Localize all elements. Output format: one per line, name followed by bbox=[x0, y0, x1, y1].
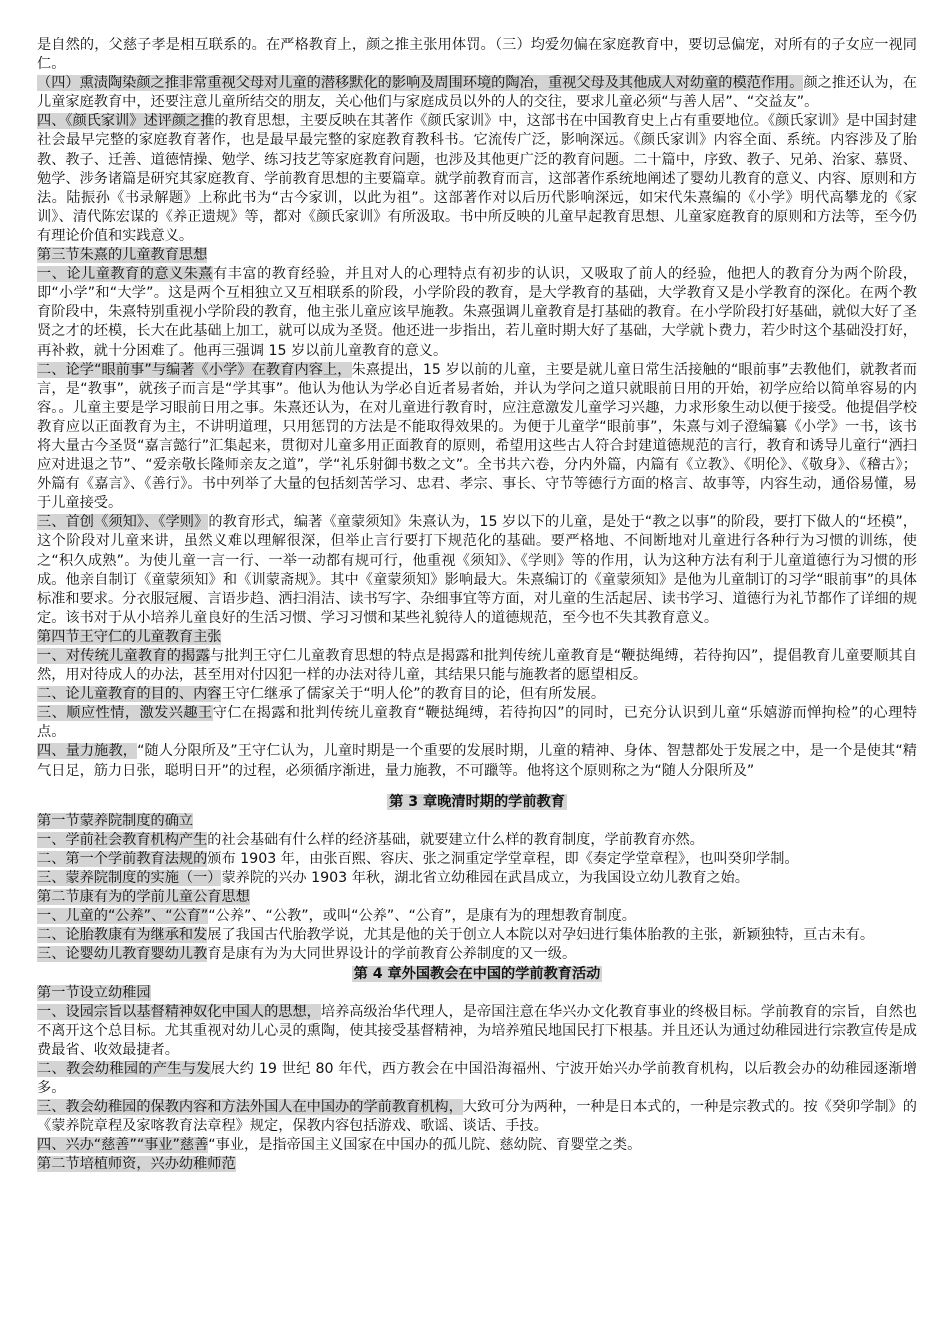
highlighted-heading-text: 第二节康有为的学前儿童公育思想 bbox=[37, 889, 250, 906]
body-text: “事业，是指帝国主义国家在中国办的孤儿院、慈幼院、育婴堂之类。 bbox=[208, 1137, 642, 1154]
body-text: 颜之推还认为，在儿童家庭教育中，还要注意儿童所结交的朋友，关心他们与家庭成员以外的人的交往，要求儿童必须“与善人居”、“交益友”。 bbox=[37, 75, 917, 111]
highlighted-heading-text: 第 4 章外国教会在中国的学前教育活动 bbox=[353, 965, 601, 982]
body-text: 的教育思想，主要反映在其著作《颜氏家训》中，这部书在中国教育史上占有重要地位。《颜氏家训》是中国封建社会最早完整的家庭教育著作，也是最早最完整的家庭教育教科书。它流传广泛，影响深远。《颜氏家训》内容全面、系统。内容涉及了胎教、教子、迁善、道德情操、勉学、练习技艺等家庭教育问题，也涉及其他更广泛的教育问题。二十篇中，序致、教子、兄弟、治家、慕贤、勉学、涉务诸篇是研究其家庭教育、学前教育思想的主要篇章。就学前教育而言，这部著作系统地阐述了婴幼儿教育的意义、内容、原则和方法。陆振孙《书录解题》上称此书为“古今家训，以此为祖”。这部著作对以后历代影响深远，如宋代朱熹编的《小学》明代高攀龙的《家训》、清代陈宏谋的《养正遗规》等，都对《颜氏家训》有所汲取。书中所反映的儿童早起教育思想、儿童家庭教育的原则和方法等，至今仍有理论价值和实践意义。 bbox=[37, 113, 917, 244]
highlighted-heading-text: 三、首创《须知》、《学则》 bbox=[37, 514, 209, 531]
body-text: “随人分限所及”王守仁认为，儿童时期是一个重要的发展时期，儿童的精神、身体、智慧都处于发展之中，是一个是使其“精气日足，筋力日张，聪明日开”的过程，必须循序渐进，量力施教，不可躐等。他将这个原则称之为“随人分限所及” bbox=[37, 743, 917, 779]
highlighted-heading-text: 二、第一个学前教育法规的 bbox=[37, 850, 208, 867]
paragraph bbox=[37, 74, 917, 112]
paragraph bbox=[37, 869, 917, 888]
body-text: 的教育形式，编著《童蒙须知》朱熹认为，15 岁以下的儿童，是处于“教之以事”的阶段，要打下做人的“坯模”，这个阶段对儿童来讲，虽然义难以理解很深，但举止言行要打下规范化的基础。要严格地、不间断地对儿童进行各种行为习惯的训练，使之“积久成熟”。为使儿童一言一行、一举一动都有规可行，他重视《须知》、《学则》等的作用，认为这种方法有利于儿童道德行为习惯的形成。他亲自制订《童蒙须知》和《训蒙斋规》。其中《童蒙须知》影响最大。朱熹编订的《童蒙须知》是他为儿童制订的习学“眼前事”的具体标准和要求。分衣服冠履、言语步趋、洒扫涓洁、读书写字、杂细事宜等方面，对儿童的生活起居、读书学习、道德行为礼节都作了详细的规定。该书对于从小培养儿童良好的生活习惯、学习习惯和某些礼貌待人的道德规范，至今也不失其教育意义。 bbox=[37, 514, 917, 626]
highlighted-heading-text: 第四节王守仁的儿童教育主张 bbox=[37, 628, 222, 645]
section-heading bbox=[37, 628, 917, 647]
highlighted-heading-text: 二、论学“眼前事”与编著《小学》在教育内容上， bbox=[37, 361, 352, 378]
body-text: 朱熹提出，15 岁以前的儿童，主要是就儿童日常生活接触的“眼前事”去教他们，就教者而言，是“教事”，就孩子而言是“学其事”。他认为他认为学必自近者易者始，并认为学问之道只就眼前日用的开始，初学应给以简单容易的内容。。儿童主要是学习眼前日用之事。朱熹还认为，在对儿童进行教育时，应注意激发儿童学习兴趣，力求形象生动以便于接受。他提倡学校教育应以正面教育为主，不讲明道理，只用惩罚的方法是不能取得效果的。为便于儿童学“眼前事”，朱熹与刘子澄编纂《小学》一书，该书将大量古今圣贤“嘉言懿行”汇集起来，贯彻对儿童多用正面教育的原则，希望用这些古人符合封建道德规范的言行，教育和诱导儿童行“洒扫应对进退之节”、“爱亲敬长隆师亲友之道”，学“礼乐射御书数之文”。全书共六卷，分内外篇，内篇有《立教》、《明伦》、《敬身》、《稽古》；外篇有《嘉言》、《善行》。书中列举了大量的包括刻苦学习、忠君、孝宗、事长、守节等德行方面的格言、故事等，内容生动，通俗易懂，易于儿童接受。 bbox=[37, 361, 917, 512]
body-text: 展了我国古代胎教学说，尤其是他的关于创立人本院以对孕妇进行集体胎教的主张，新颖独特，亘古未有。 bbox=[207, 927, 875, 944]
highlighted-heading-text: 二、论胎教康有为继承和发 bbox=[37, 927, 208, 944]
paragraph bbox=[37, 513, 917, 628]
paragraph bbox=[37, 1003, 917, 1060]
paragraph bbox=[37, 36, 917, 74]
section-heading bbox=[37, 246, 917, 265]
body-text: 守仁在揭露和批判传统儿童教育“鞭挞绳缚，若待拘囚”的同时，已充分认识到儿童“乐嬉游而惮拘检”的心理特点。 bbox=[37, 705, 917, 741]
body-text: 育是康有为为大同世界设计的学前教育公养制度的又一级。 bbox=[207, 946, 577, 963]
highlighted-heading-text: 一、论儿童教育的意义朱熹 bbox=[37, 266, 214, 283]
paragraph bbox=[37, 742, 917, 780]
highlighted-heading-text: 第一节设立幼稚园 bbox=[37, 984, 151, 1001]
body-text: 是自然的，父慈子孝是相互联系的。在严格教育上，颜之推主张用体罚。（三）均爱勿偏在家庭教育中，要切忌偏宠，对所有的子女应一视同仁。 bbox=[37, 37, 917, 73]
highlighted-heading-text: 四、兴办“慈善”“事业”慈善 bbox=[37, 1137, 209, 1154]
paragraph bbox=[37, 907, 917, 926]
chapter-heading bbox=[37, 793, 917, 812]
body-text: 展大约 19 世纪 80 年代，西方教会在中国沿海福州、宁波开始兴办学前教育机构，以后教会办的幼稚园逐渐增多。 bbox=[37, 1060, 917, 1097]
highlighted-heading-text: 一、儿童的“公养”、“公育” bbox=[37, 908, 209, 925]
paragraph bbox=[37, 1060, 917, 1098]
body-text: 有丰富的教育经验，并且对人的心理特点有初步的认识，又吸取了前人的经验，他把人的教育分为两个阶段，即“小学”和“大学”。这是两个互相独立又互相联系的阶段，小学阶段的教育，是大学教育的基础，大学教育又是小学教育的深化。在两个教育阶段中，朱熹特别重视小学阶段的教育，他主张儿童应该早施教。朱熹强调儿童教育是打基础的教育。在小学阶段打好基础，就似大好了圣贤之才的坯模，长大在此基础上加工，就可以成为圣贤。他还进一步指出，若儿童时期大好了基础，大学就卜费力，若少时这个基础没打好，再补救，就十分困难了。他再三强调 15 岁以前儿童教育的意义。 bbox=[37, 266, 917, 359]
paragraph bbox=[37, 647, 917, 685]
body-text: 王守仁继承了儒家关于“明人伦”的教育目的论，但有所发展。 bbox=[221, 686, 606, 703]
body-text: “公养”、“公教”，或叫“公养”、“公育”，是康有为的理想教育制度。 bbox=[208, 908, 636, 925]
chapter-heading bbox=[37, 965, 917, 984]
section-heading bbox=[37, 984, 917, 1003]
section-heading bbox=[37, 1155, 917, 1174]
section-heading bbox=[37, 812, 917, 831]
paragraph bbox=[37, 361, 917, 514]
body-text: 与批判王守仁儿童教育思想的特点是揭露和批判传统儿童教育是“鞭挞绳缚，若待拘囚”，提倡教育儿童要顺其自然，用对待成人的办法，甚至用对付囚犯一样的办法对待儿童，其结果只能与施教者的愿望相反。 bbox=[37, 648, 917, 684]
paragraph bbox=[37, 831, 917, 850]
highlighted-heading-text: 第一节蒙养院制度的确立 bbox=[37, 812, 194, 829]
highlighted-heading-text: 三、顺应性情，激发兴趣王 bbox=[37, 705, 213, 722]
body-text: 颁布 1903 年，由张百熙、容庆、张之洞重定学堂章程，即《奏定学堂章程》，也叫癸卯学制。 bbox=[207, 850, 799, 867]
body-text: 培养高级治华代理人，是帝国注意在华兴办文化教育事业的终极目标。学前教育的宗旨，自然也不离开这个总目标。尤其重视对幼儿心灵的熏陶，使其接受基督精神，为培养殖民地国民打下根基。并且还认为通过幼稚园进行宗教宣传是成费最省、收效最捷者。 bbox=[37, 1003, 917, 1058]
highlighted-heading-text: 第二节培植师资，兴办幼稚师范 bbox=[37, 1156, 236, 1173]
spacer bbox=[37, 781, 917, 793]
body-text: 的社会基础有什么样的经济基础，就要建立什么样的教育制度，学前教育亦然。 bbox=[207, 831, 704, 848]
highlighted-heading-text: 四、《颜氏家训》述评颜之推 bbox=[37, 113, 215, 130]
paragraph bbox=[37, 945, 917, 964]
highlighted-heading-text: 第三节朱熹的儿童教育思想 bbox=[37, 247, 208, 264]
highlighted-heading-text: 三、教会幼稚园的保教内容和方法外国人在中国办的学前教育机构， bbox=[37, 1099, 463, 1116]
highlighted-heading-text: 一、设园宗旨以基督精神奴化中国人的思想， bbox=[37, 1003, 321, 1020]
paragraph bbox=[37, 704, 917, 742]
highlighted-heading-text: 二、论儿童教育的目的、内容 bbox=[37, 686, 222, 703]
highlighted-heading-text: 第 3 章晚清时期的学前教育 bbox=[389, 793, 565, 810]
paragraph bbox=[37, 685, 917, 704]
highlighted-heading-text: 三、蒙养院制度的实施（一） bbox=[37, 870, 222, 887]
highlighted-heading-text: 一、对传统儿童教育的揭露 bbox=[37, 648, 211, 664]
highlighted-heading-text: （四）熏渍陶染颜之推非常重视父母对儿童的潜移默化的影响及周围环境的陶冶，重视父母及其他成人对幼童的模范作用。 bbox=[37, 75, 804, 92]
highlighted-heading-text: 三、论婴幼儿教育婴幼儿教 bbox=[37, 946, 208, 963]
highlighted-heading-text: 二、教会幼稚园的产生与发 bbox=[37, 1060, 211, 1077]
paragraph bbox=[37, 1098, 917, 1136]
highlighted-heading-text: 四、量力施教， bbox=[37, 743, 138, 760]
paragraph bbox=[37, 265, 917, 360]
paragraph bbox=[37, 926, 917, 945]
section-heading bbox=[37, 888, 917, 907]
document-body bbox=[37, 36, 917, 1175]
body-text: 大致可分为两种，一种是日本式的，一种是宗教式的。按《癸卯学制》的《蒙养院章程及家喀教育法章程》规定，保教内容包括游戏、歌谣、谈话、手技。 bbox=[37, 1099, 917, 1135]
highlighted-heading-text: 一、学前社会教育机构产生 bbox=[37, 831, 208, 848]
paragraph bbox=[37, 850, 917, 869]
body-text: 蒙养院的兴办 1903 年秋，湖北省立幼稚园在武昌成立，为我国设立幼儿教育之始。 bbox=[221, 870, 749, 887]
paragraph bbox=[37, 112, 917, 246]
paragraph bbox=[37, 1136, 917, 1155]
